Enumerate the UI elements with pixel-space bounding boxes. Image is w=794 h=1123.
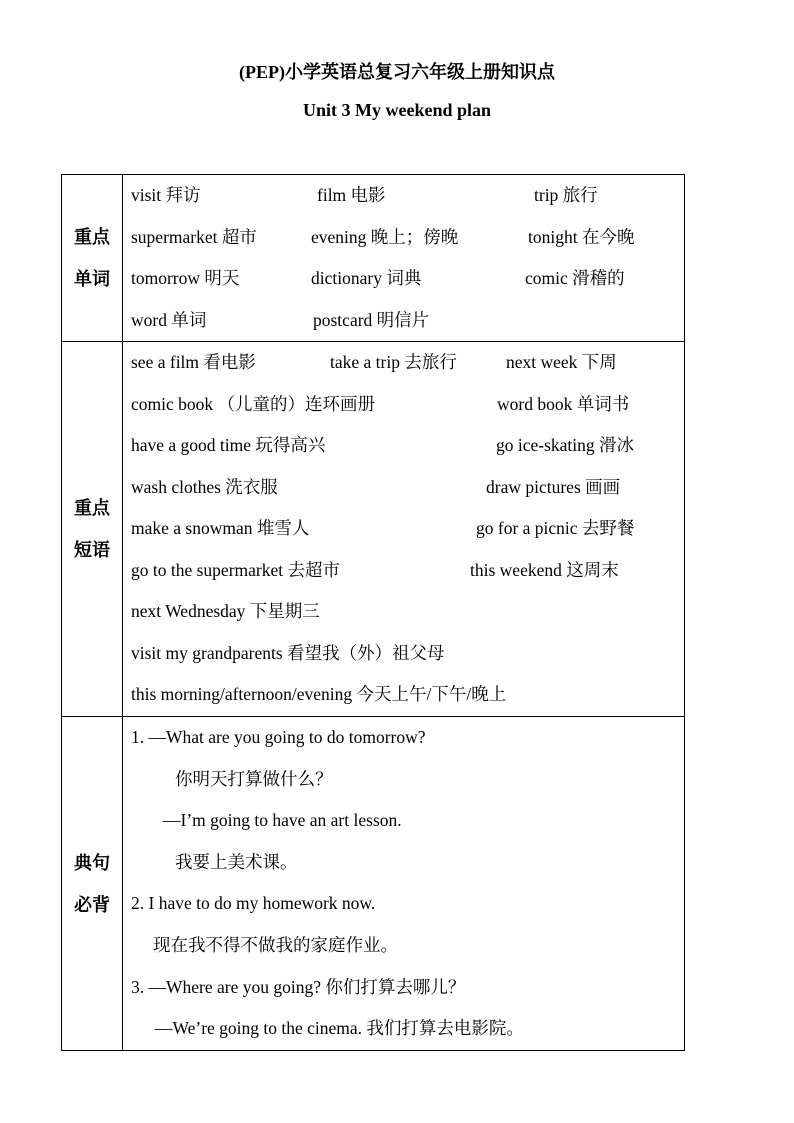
phrase-item: next Wednesday 下星期三 (131, 601, 320, 621)
word-item: supermarket 超市 (131, 226, 257, 247)
phrase-item: make a snowman 堆雪人 (131, 518, 310, 538)
sentence-line: —I’m going to have an art lesson. (163, 810, 402, 831)
word-line (131, 175, 684, 217)
word-line (131, 217, 684, 259)
phrase-item: go for a picnic 去野餐 (476, 518, 635, 538)
phrase-item: word book 单词书 (497, 393, 630, 414)
phrase-item: this weekend 这周末 (470, 559, 619, 580)
phrases-label: 重点 短语 (62, 342, 123, 717)
phrase-line (131, 550, 684, 592)
phrase-line (131, 508, 684, 550)
phrase-item: see a film 看电影 (131, 352, 256, 372)
sentence-line: —We’re going to the cinema. 我们打算去电影院。 (155, 1018, 524, 1039)
sentence-line: 现在我不得不做我的家庭作业。 (153, 934, 398, 955)
phrase-line (131, 425, 684, 467)
sentences-row (62, 717, 685, 1051)
phrase-item: draw pictures 画画 (486, 476, 621, 497)
sentence-line: 1. —What are you going to do tomorrow? (131, 727, 426, 747)
phrase-item: wash clothes 洗衣服 (131, 476, 278, 497)
phrase-line (131, 342, 684, 384)
phrase-line (131, 633, 684, 675)
sentence-line: 我要上美术课。 (175, 851, 298, 872)
word-line (131, 258, 684, 300)
word-item: tonight 在今晚 (528, 226, 635, 247)
phrase-item: comic book （儿童的）连环画册 (131, 393, 376, 414)
sentence-line: 3. —Where are you going? 你们打算去哪儿？ (131, 976, 466, 997)
phrases-content (123, 342, 685, 717)
phrase-line (131, 591, 684, 633)
phrase-line (131, 384, 684, 426)
phrase-item: visit my grandparents 看望我（外）祖父母 (131, 642, 445, 663)
word-item: word 单词 (131, 309, 207, 330)
word-item: comic 滑稽的 (525, 268, 625, 288)
words-content (123, 175, 685, 342)
word-line (131, 300, 684, 342)
document-title: (PEP)小学英语总复习六年级上册知识点 (239, 62, 555, 82)
phrase-item: go ice-skating 滑冰 (496, 435, 635, 455)
words-label: 重点 单词 (62, 175, 123, 342)
sentences-content (123, 717, 685, 1051)
phrase-item: go to the supermarket 去超市 (131, 559, 340, 580)
phrases-row (62, 342, 685, 717)
word-item: dictionary 词典 (311, 268, 422, 288)
word-item: tomorrow 明天 (131, 268, 240, 288)
sentence-line: 你明天打算做什么？ (175, 768, 333, 789)
phrase-item: take a trip 去旅行 (330, 352, 457, 372)
sentence-line: 2. I have to do my homework now. (131, 893, 376, 914)
phrase-item: have a good time 玩得高兴 (131, 435, 326, 455)
word-item: film 电影 (317, 185, 386, 205)
knowledge-table (61, 174, 685, 1051)
phrase-item: this morning/afternoon/evening 今天上午/下午/晚上 (131, 684, 507, 704)
phrase-item: next week 下周 (506, 352, 617, 372)
words-row (62, 175, 685, 342)
word-item: trip 旅行 (534, 185, 598, 205)
word-item: postcard 明信片 (313, 309, 430, 330)
word-item: visit 拜访 (131, 185, 201, 205)
phrase-line (131, 467, 684, 509)
unit-subtitle: Unit 3 My weekend plan (302, 100, 491, 120)
sentences-label: 典句 必背 (62, 717, 123, 1051)
phrase-line (131, 674, 684, 716)
word-item: evening 晚上；傍晚 (311, 226, 459, 247)
